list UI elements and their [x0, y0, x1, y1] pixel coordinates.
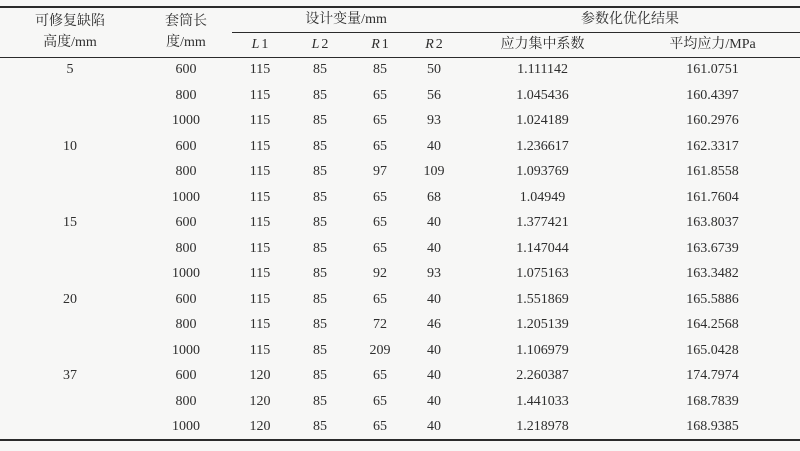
- cell-sleeve-length: 1000: [172, 266, 200, 281]
- cell-average-stress: 168.9385: [686, 418, 739, 434]
- cell-average-stress: 174.7974: [686, 368, 739, 383]
- cell-stress-concentration-factor: 1.111142: [517, 62, 569, 78]
- cell-defect-height: 5: [66, 62, 74, 78]
- cell-stress-concentration-factor: 1.093769: [516, 164, 569, 179]
- cell-R2: 109: [423, 164, 445, 179]
- cell-defect-height: [0, 312, 140, 338]
- table-row: [0, 108, 800, 134]
- cell-L1: 115: [249, 342, 271, 358]
- cell-defect-height: [0, 108, 140, 134]
- cell-L1: 120: [249, 368, 271, 383]
- cell-L1: 120: [249, 393, 271, 409]
- cell-L2: 85: [313, 317, 327, 332]
- cell-R2: 40: [427, 342, 442, 358]
- cell-L1: 115: [249, 317, 271, 332]
- cell-stress-concentration-factor: 1.045436: [516, 87, 569, 103]
- optimization-results-table: [0, 6, 800, 441]
- cell-R1: 92: [373, 266, 387, 281]
- cell-L2: 85: [313, 215, 327, 230]
- cell-R1: 65: [373, 418, 387, 434]
- header-R2-number: 2: [435, 36, 443, 52]
- cell-defect-height: [0, 185, 140, 211]
- cell-R2: 46: [427, 317, 442, 332]
- cell-R2: 50: [427, 62, 442, 78]
- header-sleeve-length: [140, 7, 232, 57]
- header-L1: [232, 32, 288, 57]
- cell-L1: 115: [249, 164, 271, 179]
- header-R1-number: 1: [381, 36, 389, 52]
- cell-average-stress: 161.8558: [686, 164, 739, 179]
- cell-defect-height: [0, 159, 140, 185]
- cell-L2: 85: [313, 418, 327, 434]
- cell-sleeve-length: 600: [175, 138, 197, 154]
- cell-L2: 85: [313, 62, 327, 78]
- header-L2: [288, 32, 352, 57]
- cell-R2: 56: [427, 87, 442, 103]
- cell-R1: 72: [373, 317, 387, 332]
- cell-R2: 40: [427, 418, 442, 434]
- cell-L1: 115: [249, 62, 271, 78]
- cell-average-stress: 160.4397: [686, 87, 739, 103]
- header-sleeve-length-line1: 套筒长: [165, 13, 207, 29]
- cell-sleeve-length: 1000: [172, 418, 200, 434]
- cell-stress-concentration-factor: 2.260387: [516, 368, 569, 383]
- cell-L1: 115: [249, 113, 271, 128]
- header-L1-letter: L: [251, 36, 260, 52]
- table-row: [0, 185, 800, 211]
- table-row: [0, 389, 800, 415]
- cell-L2: 85: [313, 342, 327, 358]
- cell-R1: 65: [373, 113, 387, 128]
- cell-R1: 85: [373, 62, 387, 78]
- cell-L1: 115: [249, 266, 271, 281]
- cell-R2: 40: [427, 240, 442, 256]
- cell-average-stress: 165.5886: [686, 291, 739, 307]
- cell-defect-height: 37: [63, 368, 77, 383]
- header-L2-letter: L: [311, 36, 320, 52]
- cell-average-stress: 161.0751: [686, 62, 739, 78]
- cell-L1: 115: [249, 215, 271, 230]
- cell-defect-height: [0, 236, 140, 262]
- cell-defect-height: [0, 338, 140, 364]
- cell-sleeve-length: 1000: [172, 113, 200, 128]
- cell-R2: 93: [427, 113, 442, 128]
- cell-sleeve-length: 800: [175, 87, 197, 103]
- table-row: [0, 57, 800, 83]
- table-row: [0, 261, 800, 287]
- cell-average-stress: 163.6739: [686, 240, 739, 256]
- cell-R1: 65: [373, 291, 387, 307]
- table-row: [0, 159, 800, 185]
- cell-stress-concentration-factor: 1.106979: [516, 342, 569, 358]
- cell-L1: 120: [249, 418, 271, 434]
- header-L2-number: 2: [321, 36, 329, 52]
- cell-R1: 209: [369, 342, 391, 358]
- cell-sleeve-length: 800: [175, 393, 197, 409]
- cell-L1: 115: [249, 87, 271, 103]
- cell-sleeve-length: 800: [175, 240, 197, 256]
- cell-defect-height: 15: [63, 215, 77, 230]
- cell-stress-concentration-factor: 1.147044: [516, 240, 569, 256]
- cell-R1: 65: [373, 368, 387, 383]
- header-R1-letter: R: [371, 36, 380, 52]
- cell-defect-height: 10: [63, 138, 77, 154]
- table-row: [0, 414, 800, 440]
- header-defect-height-line1: 可修复缺陷: [35, 13, 105, 29]
- cell-R1: 65: [373, 240, 387, 256]
- cell-average-stress: 160.2976: [686, 113, 739, 128]
- cell-stress-concentration-factor: 1.377421: [516, 215, 569, 230]
- cell-R2: 40: [427, 215, 442, 230]
- header-defect-height-line2: 高度/mm: [43, 35, 97, 51]
- header-R2-letter: R: [425, 36, 434, 52]
- cell-R1: 97: [373, 164, 387, 179]
- cell-stress-concentration-factor: 1.024189: [516, 113, 569, 128]
- cell-L1: 115: [249, 189, 271, 205]
- cell-R1: 65: [373, 215, 387, 230]
- cell-R1: 65: [373, 87, 387, 103]
- table-row: [0, 210, 800, 236]
- header-R2: [408, 32, 460, 57]
- cell-sleeve-length: 1000: [172, 342, 200, 358]
- cell-R2: 40: [427, 393, 442, 409]
- table-row: [0, 363, 800, 389]
- cell-L2: 85: [313, 164, 327, 179]
- cell-stress-concentration-factor: 1.218978: [516, 418, 569, 434]
- header-design-variables-group: 设计变量/mm: [232, 7, 460, 32]
- table-row: [0, 236, 800, 262]
- cell-R2: 93: [427, 266, 442, 281]
- cell-sleeve-length: 1000: [172, 189, 200, 205]
- cell-sleeve-length: 800: [175, 164, 197, 179]
- cell-L2: 85: [313, 393, 327, 409]
- header-R1: [352, 32, 408, 57]
- cell-defect-height: 20: [63, 291, 77, 307]
- cell-stress-concentration-factor: 1.551869: [516, 291, 569, 307]
- cell-L2: 85: [313, 368, 327, 383]
- cell-sleeve-length: 600: [175, 368, 197, 383]
- cell-average-stress: 165.0428: [686, 342, 739, 358]
- cell-R2: 40: [427, 368, 442, 383]
- cell-sleeve-length: 600: [175, 62, 197, 78]
- table-row: [0, 83, 800, 109]
- cell-defect-height: [0, 83, 140, 109]
- cell-defect-height: [0, 389, 140, 415]
- cell-L2: 85: [313, 240, 327, 256]
- cell-sleeve-length: 600: [175, 291, 197, 307]
- cell-average-stress: 164.2568: [686, 317, 739, 332]
- cell-stress-concentration-factor: 1.236617: [516, 138, 569, 154]
- cell-sleeve-length: 800: [175, 317, 197, 332]
- cell-R2: 40: [427, 291, 442, 307]
- header-defect-height: [0, 7, 140, 57]
- cell-L2: 85: [313, 266, 327, 281]
- cell-sleeve-length: 600: [175, 215, 197, 230]
- cell-L1: 115: [249, 240, 271, 256]
- cell-stress-concentration-factor: 1.441033: [516, 393, 569, 409]
- table-row: [0, 134, 800, 160]
- table-row: [0, 312, 800, 338]
- cell-L1: 115: [249, 138, 271, 154]
- cell-stress-concentration-factor: 1.205139: [516, 317, 569, 332]
- cell-L1: 115: [249, 291, 271, 307]
- cell-L2: 85: [313, 189, 327, 205]
- cell-stress-concentration-factor: 1.04949: [519, 189, 566, 205]
- cell-L2: 85: [313, 138, 327, 154]
- cell-average-stress: 162.3317: [686, 138, 739, 154]
- cell-R2: 68: [427, 189, 442, 205]
- header-optimization-results-group: 参数化优化结果: [460, 7, 800, 32]
- table-row: [0, 287, 800, 313]
- cell-average-stress: 161.7604: [686, 189, 739, 205]
- cell-R1: 65: [373, 189, 387, 205]
- cell-R1: 65: [373, 393, 387, 409]
- table-body: [0, 57, 800, 440]
- cell-L2: 85: [313, 87, 327, 103]
- cell-R2: 40: [427, 138, 442, 154]
- cell-average-stress: 163.3482: [686, 266, 739, 281]
- cell-stress-concentration-factor: 1.075163: [516, 266, 569, 281]
- cell-L2: 85: [313, 291, 327, 307]
- cell-L2: 85: [313, 113, 327, 128]
- cell-R1: 65: [373, 138, 387, 154]
- header-average-stress: 平均应力/MPa: [625, 32, 800, 57]
- cell-defect-height: [0, 261, 140, 287]
- header-L1-number: 1: [261, 36, 269, 52]
- header-sleeve-length-line2: 度/mm: [166, 35, 206, 51]
- cell-average-stress: 168.7839: [686, 393, 739, 409]
- cell-average-stress: 163.8037: [686, 215, 739, 230]
- table-row: [0, 338, 800, 364]
- cell-defect-height: [0, 414, 140, 440]
- header-stress-concentration-factor: 应力集中系数: [460, 32, 625, 57]
